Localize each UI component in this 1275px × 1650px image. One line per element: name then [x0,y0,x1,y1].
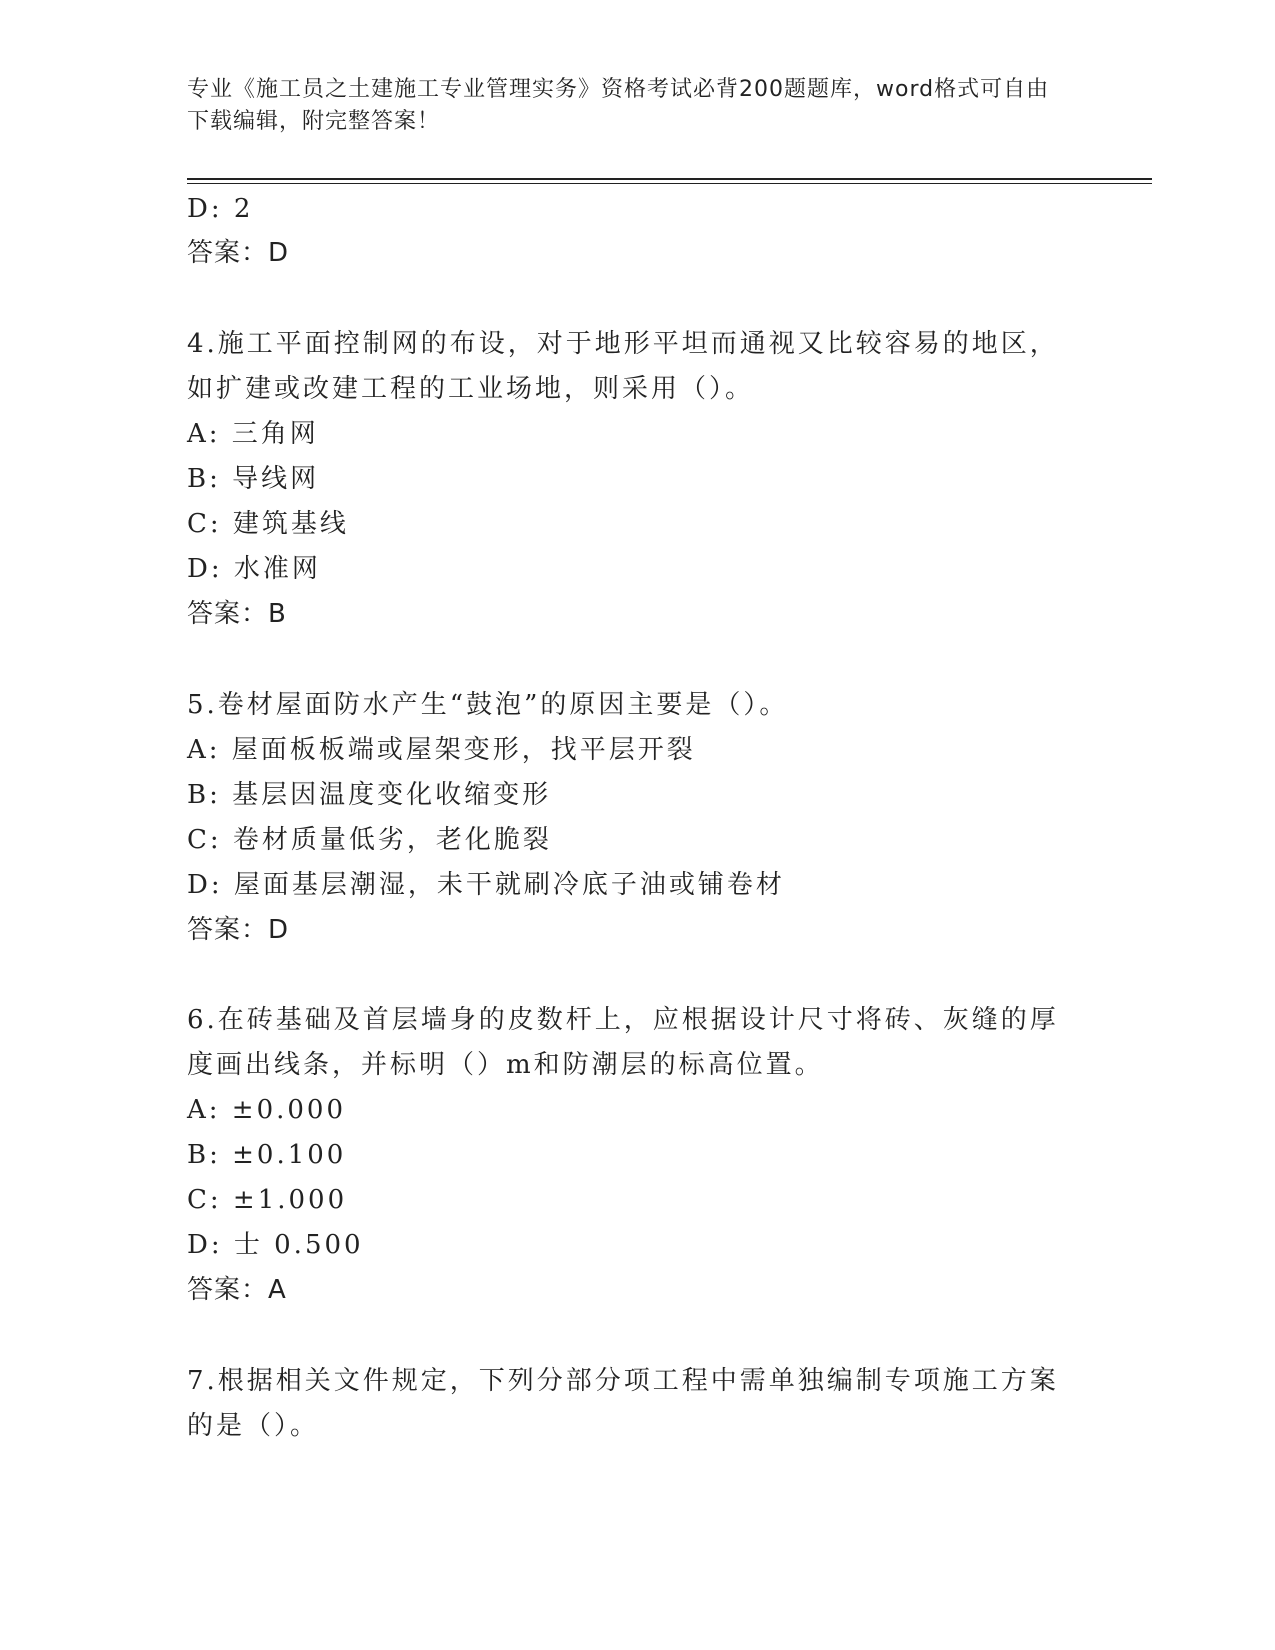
q5-option-b: B: 基层因温度变化收缩变形 [187,780,552,810]
q4-stem-line2: 如扩建或改建工程的工业场地，则采用（）。 [187,374,755,404]
q4-option-b: B: 导线网 [187,464,320,494]
q5-option-c: C: 卷材质量低劣，老化脆裂 [187,825,552,855]
q5-option-d: D: 屋面基层潮湿，未干就刷冷底子油或铺卷材 [187,870,785,900]
q3-answer: 答案：D [187,238,290,268]
q3-option-d: D: 2 [187,194,254,224]
q7-stem-line2: 的是（）。 [187,1411,320,1441]
q4-answer: 答案：B [187,599,287,629]
q4-option-c: C: 建筑基线 [187,509,349,539]
q6-option-d: D: 士 0.500 [187,1230,364,1260]
q6-option-b: B: ±0.100 [187,1140,347,1170]
q4-option-d: D: 水准网 [187,554,321,584]
header-divider-thick [187,178,1152,180]
q6-option-a: A: ±0.000 [187,1095,347,1125]
q5-option-a: A: 屋面板板端或屋架变形，找平层开裂 [187,735,696,765]
header-divider-thin [187,183,1152,184]
q4-stem-line1: 4.施工平面控制网的布设，对于地形平坦而通视又比较容易的地区， [187,329,1059,359]
q6-option-c: C: ±1.000 [187,1185,348,1215]
q6-stem-line2: 度画出线条，并标明（）m和防潮层的标高位置。 [187,1050,824,1080]
q4-option-a: A: 三角网 [187,419,319,449]
q7-stem-line1: 7.根据相关文件规定，下列分部分项工程中需单独编制专项施工方案 [187,1366,1059,1396]
q5-stem-line1: 5.卷材屋面防水产生“鼓泡”的原因主要是（）。 [187,690,789,720]
page-header: 专业《施工员之土建施工专业管理实务》资格考试必背200题题库，word格式可自由下载编辑，附完整答案！ [187,77,1050,134]
q6-stem-line1: 6.在砖基础及首层墙身的皮数杆上，应根据设计尺寸将砖、灰缝的厚 [187,1005,1059,1035]
q6-answer: 答案：A [187,1275,287,1305]
q5-answer: 答案：D [187,915,290,945]
